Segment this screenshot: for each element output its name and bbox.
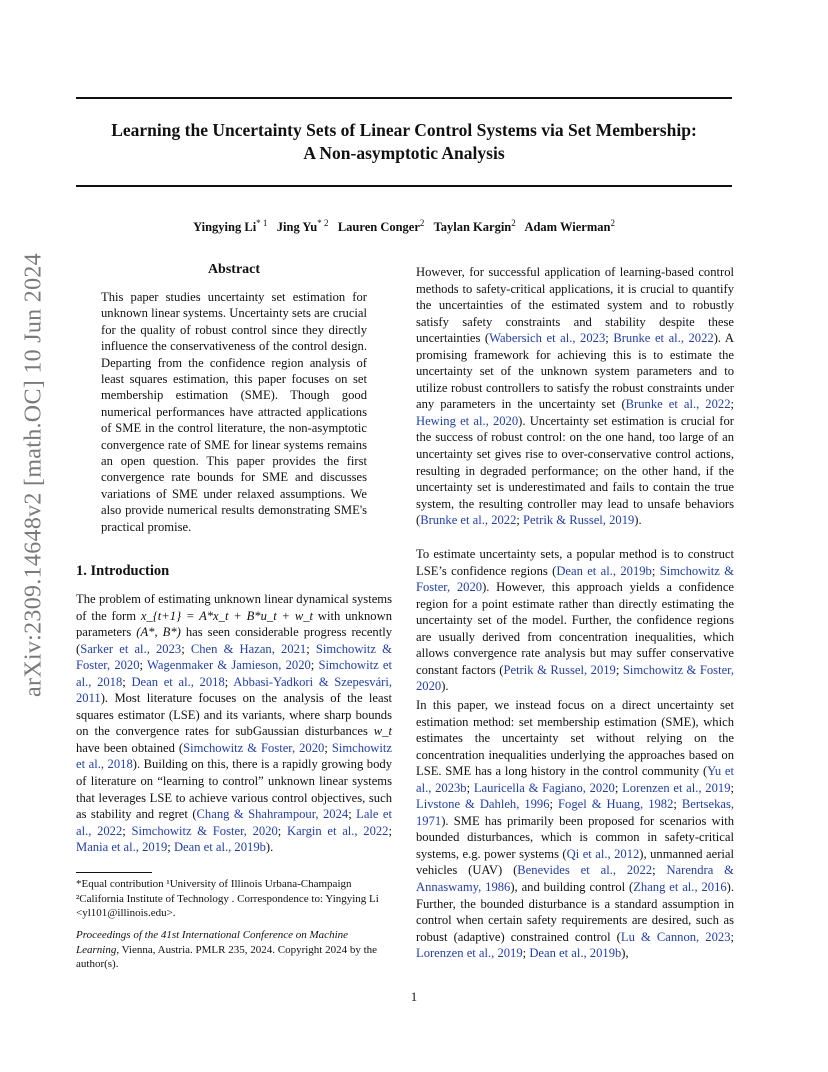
citation-link[interactable]: Simchowitz & Foster, 2020 (131, 823, 278, 838)
citation-link[interactable]: Chang & Shahrampour, 2024 (196, 807, 349, 822)
citation-link[interactable]: Abbasi-Yadkori & Szepesvári, 2011 (76, 674, 392, 706)
author: Adam Wierman (524, 220, 611, 235)
proceedings-text: International Conference on Machine Learning (76, 929, 349, 956)
intro-text: ). (265, 840, 274, 855)
citation-link[interactable]: Hewing et al., 2020 (416, 413, 519, 428)
title-line-1: Learning the Uncertainty Sets of Linear Control Systems via Set Membership: (111, 120, 697, 140)
proceedings-note (76, 928, 392, 972)
citation-link[interactable]: Brunke et al., 2022 (625, 397, 731, 412)
citation-link[interactable]: Qi et al., 2012 (566, 846, 640, 861)
citation-link[interactable]: Fogel & Huang, 1982 (558, 797, 674, 812)
citation-link[interactable]: Simchowitz et al., 2018 (76, 740, 392, 772)
arxiv-stamp (20, 253, 47, 697)
body-text: In this paper, we instead focus on a direct uncertainty set estimation method: set membership estimation (SME), which estimates the uncertainty set without relying on the concentration inequalities underlying the approaches based on LSE. SME has a long history in the control community ( (416, 698, 734, 779)
citation-link[interactable]: Sarker et al., 2023 (80, 641, 182, 656)
citation-link[interactable]: Livstone & Dahleh, 1996 (416, 797, 550, 812)
body-text: ). (634, 513, 642, 528)
citation-link[interactable]: Lale et al., 2022 (76, 807, 393, 838)
author-affiliation-mark: 2 (610, 218, 615, 228)
proceedings-ordinal: 41st (160, 929, 180, 941)
body-text: ), (621, 946, 629, 961)
citation-link[interactable]: Simchowitz & Foster, 2020 (416, 563, 734, 595)
top-rule (76, 97, 732, 99)
body-text: However, for successful application of learning-based control methods to safety-critical applications, it is crucial to quantify the uncertainties of the estimated system and to robustly satisfy safety constraints and stability despite these uncertainties ( (416, 265, 734, 346)
body-text: ). (441, 679, 449, 694)
disturbance-math: w_t (373, 724, 392, 739)
abstract-heading: Abstract (207, 262, 261, 277)
arxiv-stamp-text: arXiv:2309.14648v2 [math.OC] 10 Jun 2024 (20, 253, 47, 697)
author-affiliation-mark: * 2 (317, 218, 329, 228)
title-line-2: A Non-asymptotic Analysis (303, 143, 505, 163)
section-heading-introduction: 1. Introduction (76, 563, 170, 579)
citation-link[interactable]: Lu & Cannon, 2023 (620, 929, 731, 944)
citation-link[interactable]: Brunke et al., 2022 (420, 513, 517, 528)
paper-title (76, 119, 732, 165)
author: Jing Yu (276, 220, 318, 235)
author: Taylan Kargin (433, 220, 512, 235)
abstract-text: This paper studies uncertainty set estimation for unknown linear systems. Uncertainty sets are crucial for the quality of robust control since they directly influence the conservativeness of the control design. Departing from the confidence region analysis of least squares estimation, this paper focuses on set membership estimation (SME). Though good numerical performances have attracted applications of SME in the control literature, the non-asymptotic convergence rate of SME for linear systems remains an open question. This paper provides the first convergence rate bounds for SME and discusses variations of SME under relaxed assumptions. We also provide numerical results demonstrating SME's practical promise. (101, 290, 367, 534)
citation-link[interactable]: Dean et al., 2019b (529, 946, 622, 961)
dynamics-equation: x_{t+1} = A*x_t + B*u_t + w_t (140, 608, 314, 623)
author-list (76, 214, 732, 236)
author: Yingying Li (193, 220, 257, 235)
proceedings-text: Proceedings of the (76, 929, 161, 941)
citation-link[interactable]: Simchowitz & Foster, 2020 (183, 740, 325, 755)
citation-link[interactable]: Zhang et al., 2016 (633, 880, 727, 895)
citation-link[interactable]: Lorenzen et al., 2019 (416, 946, 523, 961)
intro-text: ). Building on this, there is a rapidly growing body of literature on “learning to control” unknown linear systems that leverages LSE to achieve various control objectives, such as stability and regret ( (76, 757, 392, 822)
citation-link[interactable]: Simchowitz et al., 2018 (76, 658, 392, 689)
body-text: ). A promising framework for achieving this is to estimate the uncertainty set of the unknown system parameters and to utilize robust controllers to satisfy the robust constraints under any parameters in the uncertainty set ( (416, 331, 734, 412)
author-affiliation-mark: * 1 (256, 218, 268, 228)
citation-link[interactable]: Yu et al., 2023b (416, 764, 734, 795)
title-bottom-rule (76, 185, 732, 187)
footnote-divider (76, 872, 152, 873)
intro-text: has seen considerable progress recently ( (76, 625, 392, 656)
right-paragraph-3: In this paper, we instead focus on a direct uncertainty set estimation method: set membership estimation (SME), which estimates the uncertainty set without relying on the concentration inequalities underlying the approaches based on LSE. SME has a long history in the control community (Yu et al., 2023b; Lauricella & Fagiano, 2020; Lorenzen et al., 2019; Livstone & Dahleh, 1996; Fogel & Huang, 1982; Bertsekas, 1971). SME has primarily been proposed for scenarios with bounded disturbances, which is common in safety-critical systems, e.g. power systems (Qi et al., 2012), unmanned aerial vehicles (UAV) (Benevides et al., 2022; Narendra & Annaswamy, 1986), and building control (Zhang et al., 2016). Further, the bounded disturbance is a standard assumption in control when certain safety requirements are desired, such as robust (adaptive) constrained control (Lu & Cannon, 2023; Lorenzen et al., 2019; Dean et al., 2019b), (416, 698, 735, 961)
citation-link[interactable]: Wagenmaker & Jamieson, 2020 (147, 658, 311, 673)
citation-link[interactable]: Dean et al., 2019b (556, 563, 652, 578)
author-affiliation-mark: 2 (511, 218, 516, 228)
body-text: ), and building control ( (510, 880, 634, 895)
citation-link[interactable]: Lorenzen et al., 2019 (622, 780, 731, 795)
body-text: ). However, this approach yields a confidence region for a point estimate rather than directly estimating the uncertainty set of the model. Further, the confidence regions are usually derived from concentration inequalities, which allows convergence rate analysis but may suffer conservative constant factors ( (416, 580, 734, 677)
citation-link[interactable]: Narendra & Annaswamy, 1986 (416, 863, 734, 895)
citation-link[interactable]: Brunke et al., 2022 (613, 331, 714, 346)
citation-link[interactable]: Dean et al., 2019b (173, 840, 266, 855)
intro-text: with unknown parameters (76, 608, 392, 640)
intro-text: The problem of estimating unknown linear dynamical systems of the form (76, 592, 392, 623)
intro-paragraph: The problem of estimating unknown linear dynamical systems of the form x_{t+1} = A*x_t + B*u_t + w_t with unknown parameters (A*, B*) has seen considerable progress recently (Sarker et al., 2023; Chen & Hazan, 2021; Simchowitz & Foster, 2020; Wagenmaker & Jamieson, 2020; Simchowitz et al., 2018; Dean et al., 2018; Abbasi-Yadkori & Szepesvári, 2011). Most literature focuses on the analysis of the least squares estimator (LSE) and its variants, where sharp bounds on the convergence rates for subGaussian disturbances w_t have been obtained (Simchowitz & Foster, 2020; Simchowitz et al., 2018). Building on this, there is a rapidly growing body of literature on “learning to control” unknown linear systems that leverages LSE to achieve various control objectives, such as stability and regret (Chang & Shahrampour, 2024; Lale et al., 2022; Simchowitz & Foster, 2020; Kargin et al., 2022; Mania et al., 2019; Dean et al., 2019b). (76, 592, 393, 855)
citation-link[interactable]: Petrik & Russel, 2019 (523, 513, 635, 528)
citation-link[interactable]: Wabersich et al., 2023 (489, 331, 606, 346)
citation-link[interactable]: Petrik & Russel, 2019 (503, 662, 616, 677)
right-paragraph-2: To estimate uncertainty sets, a popular method is to construct LSE’s confidence regions (Dean et al., 2019b; Simchowitz & Foster, 2020). However, this approach yields a confidence region for a point estimate rather than directly estimating the uncertainty set of the model. Further, the confidence regions are usually derived from concentration inequalities, which allows convergence rate analysis but may suffer conservative constant factors (Petrik & Russel, 2019; Simchowitz & Foster, 2020). (416, 547, 735, 694)
author: Lauren Conger (337, 220, 420, 235)
citation-link[interactable]: Kargin et al., 2022 (286, 823, 389, 838)
citation-link[interactable]: Chen & Hazan, 2021 (190, 641, 307, 656)
right-paragraph-1: However, for successful application of learning-based control methods to safety-critical applications, it is crucial to quantify the uncertainties of the estimated system and to robustly satisfy safety constraints and stability despite these uncertainties (Wabersich et al., 2023; Brunke et al., 2022). A promising framework for achieving this is to estimate the uncertainty set of the unknown system parameters and to utilize robust controllers to satisfy the robust constraints under any parameters in the uncertainty set (Brunke et al., 2022; Hewing et al., 2020). Uncertainty set estimation is crucial for the success of robust control: on the one hand, too large of an uncertainty set gives rise to over-conservative control actions, resulting in degraded performance; on the other hand, if the uncertainty set is underestimated and fails to contain the true system, the resulting controller may lead to unsafe behaviors (Brunke et al., 2022; Petrik & Russel, 2019). (416, 265, 734, 528)
author-affiliation-mark: 2 (419, 218, 425, 228)
proceedings-text: , Vienna, Austria. PMLR 235, 2024. Copyright 2024 by the author(s). (76, 943, 378, 970)
body-text: ), unmanned aerial vehicles (UAV) ( (416, 846, 734, 878)
citation-link[interactable]: Bertsekas, 1971 (416, 797, 734, 828)
citation-link[interactable]: Simchowitz & Foster, 2020 (76, 641, 392, 673)
body-text: ). SME has primarily been proposed for scenarios with bounded disturbances, which is common in safety-critical systems, e.g. power systems ( (416, 813, 734, 861)
parameters-math: (A*, B*) (136, 625, 181, 640)
body-text: ). Further, the bounded disturbance is a standard assumption in control when certain safety requirements are desired, such as robust (adaptive) constrained control ( (416, 880, 735, 944)
citation-link[interactable]: Benevides et al., 2022 (517, 863, 653, 878)
footnote-affiliations: *Equal contribution ¹University of Illinois Urbana-Champaign ²California Institute of Technology . Correspondence to: Yingying Li <yl101@illinois.edu>. (76, 878, 379, 919)
citation-link[interactable]: Simchowitz & Foster, 2020 (416, 662, 735, 694)
citation-link[interactable]: Lauricella & Fagiano, 2020 (473, 780, 615, 795)
citation-link[interactable]: Dean et al., 2018 (131, 674, 225, 689)
intro-text: have been obtained ( (76, 740, 184, 755)
citation-link[interactable]: Mania et al., 2019 (76, 840, 168, 855)
body-text: ). Uncertainty set estimation is crucial for the success of robust control: on the one hand, too large of an uncertainty set gives rise to over-conservative control actions, resulting in degraded performance; on the other hand, if the uncertainty set is underestimated and fails to contain the true system, the resulting controller may lead to unsafe behaviors ( (416, 413, 734, 528)
page-number: 1 (410, 990, 418, 1004)
body-text: To estimate uncertainty sets, a popular method is to construct LSE’s confidence regions ( (416, 547, 734, 578)
intro-text: ). Most literature focuses on the analysis of the least squares estimator (LSE) and its variants, where sharp bounds on the convergence rates for subGaussian disturbances (76, 691, 392, 739)
